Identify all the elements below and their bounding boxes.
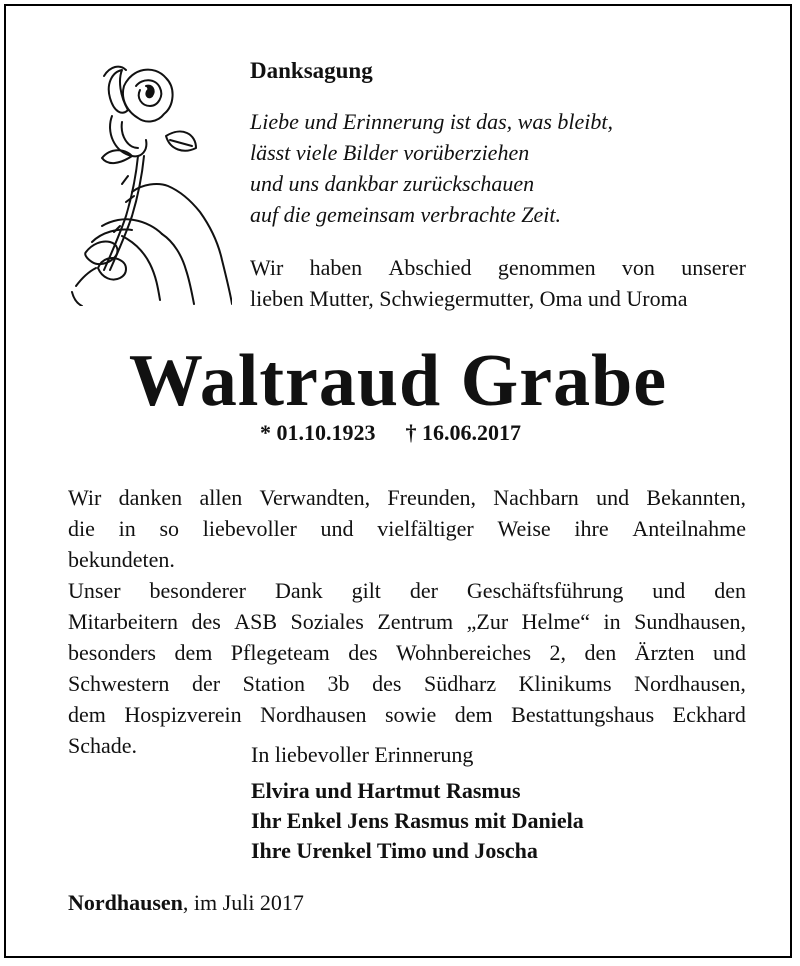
word: und — [320, 516, 354, 541]
word: Unser — [68, 578, 121, 603]
word: Bestattungshaus — [511, 702, 655, 727]
word: danken — [118, 485, 183, 510]
poem-line: lässt viele Bilder vorüberziehen — [250, 140, 530, 165]
word: und — [652, 578, 686, 603]
word: genommen — [497, 255, 596, 280]
word: sowie — [384, 702, 437, 727]
word: Verwandten, — [259, 485, 371, 510]
word: ihre — [574, 516, 609, 541]
word: Nachbarn — [493, 485, 579, 510]
poem-line: und uns dankbar zurückschauen — [250, 171, 535, 196]
life-dates — [260, 420, 521, 446]
word: und — [596, 485, 630, 510]
word: gilt — [351, 578, 381, 603]
word: allen — [199, 485, 243, 510]
word: Helme“ — [521, 609, 591, 634]
place: Nordhausen — [68, 890, 183, 915]
intro-text — [250, 252, 746, 314]
word: Dank — [274, 578, 323, 603]
word: dem — [454, 702, 493, 727]
word: den — [714, 578, 746, 603]
word: Klinikums — [518, 671, 612, 696]
word: Südharz — [424, 671, 497, 696]
word: liebevoller — [202, 516, 297, 541]
word: vielfältiger — [377, 516, 474, 541]
word: ASB — [234, 609, 278, 634]
word: so — [159, 516, 180, 541]
word: und — [712, 640, 746, 665]
poem — [250, 106, 613, 230]
thanks-text — [68, 482, 746, 761]
deceased-name: Waltraud Grabe — [128, 340, 668, 422]
rose-in-hand-icon — [62, 56, 232, 306]
word: besonderer — [149, 578, 247, 603]
thanks-line — [68, 637, 746, 668]
signers — [251, 776, 584, 866]
word: Mitarbeitern — [68, 609, 178, 634]
word: Anteilnahme — [632, 516, 746, 541]
word: Ärzten — [634, 640, 695, 665]
word: haben — [309, 255, 363, 280]
thanks-line — [68, 482, 746, 513]
word: 2, — [549, 640, 566, 665]
word: Nordhausen, — [634, 671, 746, 696]
word: in — [118, 516, 136, 541]
heading: Danksagung — [250, 58, 373, 83]
word: dem — [68, 702, 106, 727]
thanks-line: Schade. — [68, 733, 138, 758]
word: der — [409, 578, 438, 603]
word: Station — [242, 671, 305, 696]
word: Wohnbereiches — [395, 640, 532, 665]
word: Bekannten, — [646, 485, 746, 510]
word: Wir — [68, 485, 102, 510]
thanks-line — [68, 575, 746, 606]
obituary-card — [4, 4, 792, 958]
word: Weise — [497, 516, 551, 541]
signer: Elvira und Hartmut Rasmus — [251, 778, 521, 803]
poem-line: Liebe und Erinnerung ist das, was bleibt, — [250, 109, 613, 134]
word: des — [191, 609, 221, 634]
word: des — [348, 640, 378, 665]
thanks-line — [68, 699, 746, 730]
birth-date: * 01.10.1923 — [260, 420, 376, 445]
word: des — [372, 671, 402, 696]
word: Geschäftsführung — [466, 578, 624, 603]
word: unserer — [681, 255, 746, 280]
word: der — [191, 671, 221, 696]
word: Eckhard — [672, 702, 746, 727]
word: Hospizverein — [124, 702, 242, 727]
word: Pflegeteam — [230, 640, 330, 665]
word: von — [621, 255, 655, 280]
thanks-line — [68, 606, 746, 637]
signer: Ihr Enkel Jens Rasmus mit Daniela — [251, 808, 584, 833]
word: die — [68, 516, 95, 541]
word: Freunden, — [387, 485, 476, 510]
word: 3b — [327, 671, 350, 696]
word: den — [584, 640, 617, 665]
intro-line — [250, 252, 746, 283]
word: dem — [174, 640, 213, 665]
word: Zentrum — [377, 609, 454, 634]
intro-line: lieben Mutter, Schwiegermutter, Oma und Uroma — [250, 286, 688, 311]
word: „Zur — [466, 609, 509, 634]
poem-line: auf die gemeinsam verbrachte Zeit. — [250, 202, 561, 227]
word: in — [603, 609, 621, 634]
closing-phrase: In liebevoller Erinnerung — [251, 742, 474, 767]
word: Abschied — [388, 255, 472, 280]
word: Schwestern — [68, 671, 170, 696]
signer: Ihre Urenkel Timo und Joscha — [251, 838, 538, 863]
word: Wir — [250, 255, 284, 280]
thanks-line: bekundeten. — [68, 547, 175, 572]
thanks-line — [68, 668, 746, 699]
thanks-line — [68, 513, 746, 544]
death-date: † 16.06.2017 — [405, 420, 521, 445]
word: Sundhausen, — [634, 609, 746, 634]
date: , im Juli 2017 — [182, 890, 304, 915]
word: Nordhausen — [260, 702, 367, 727]
word: besonders — [68, 640, 156, 665]
place-date — [68, 890, 304, 916]
word: Soziales — [290, 609, 364, 634]
